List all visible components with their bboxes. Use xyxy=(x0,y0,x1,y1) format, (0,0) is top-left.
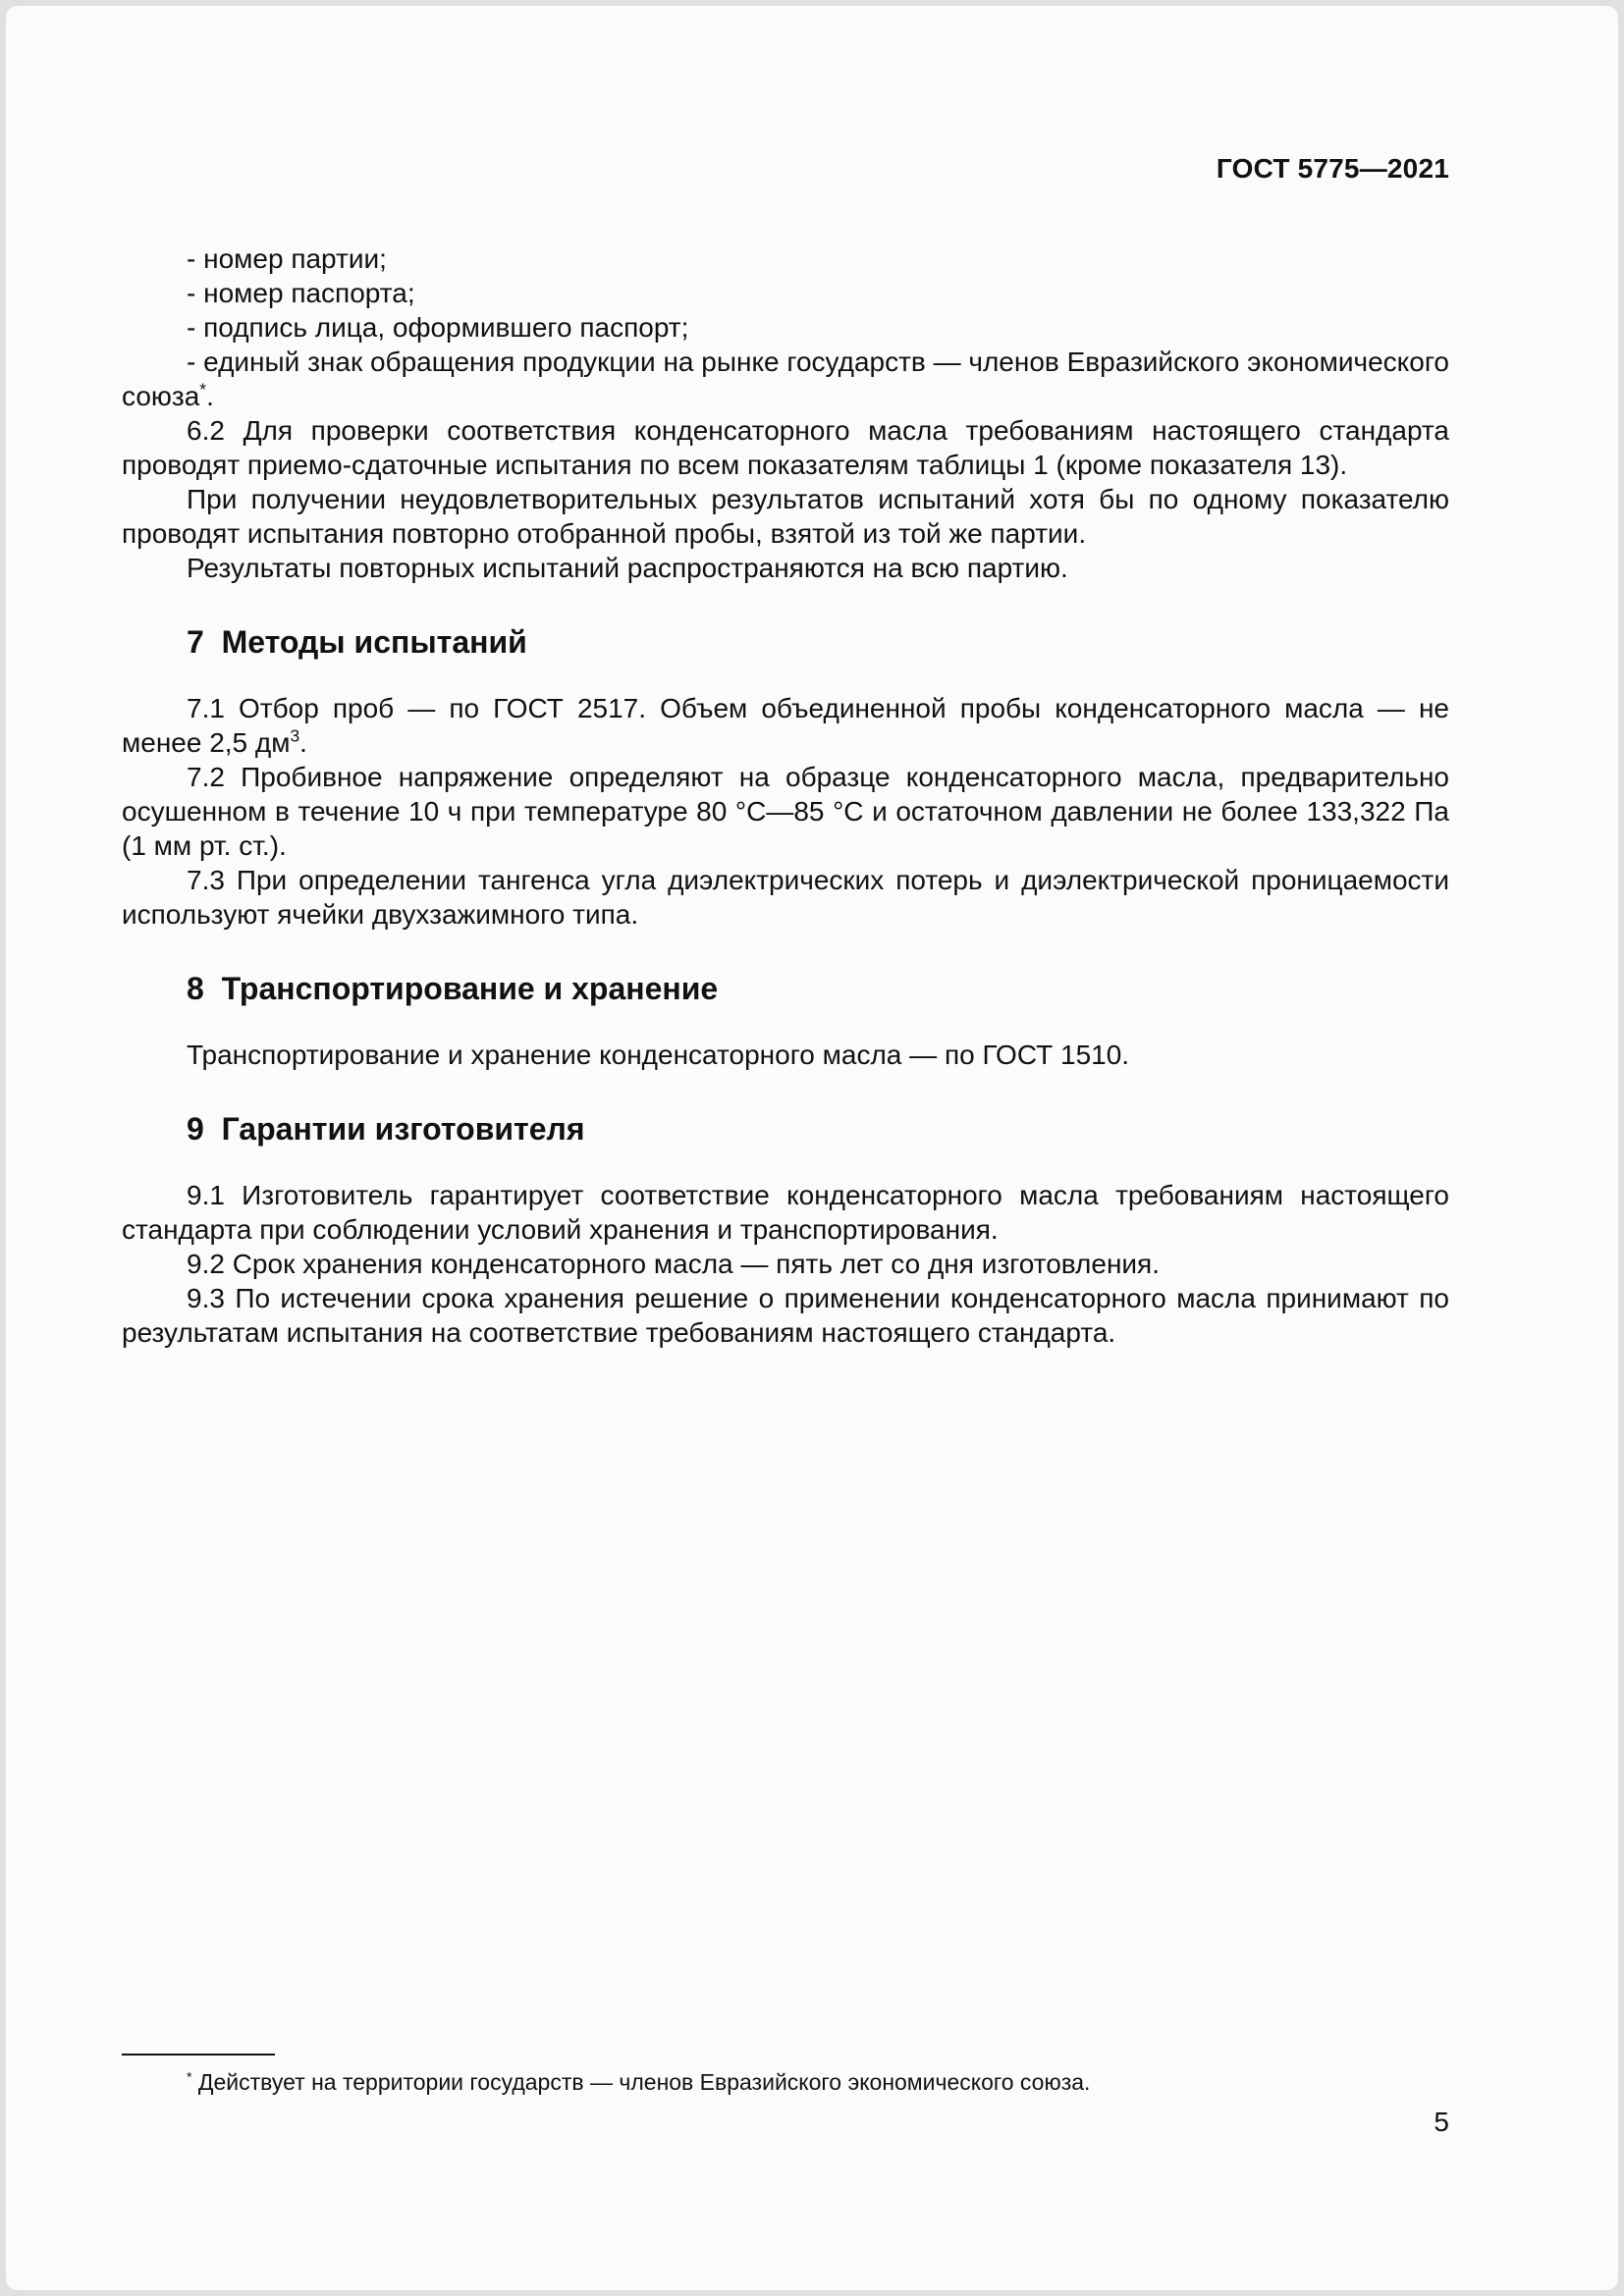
para-9-1: 9.1 Изготовитель гарантирует соответствие конденсаторного масла требованиям настоящего стандарта при соблюдении условий хранения и транспортирования. xyxy=(122,1180,1449,1245)
footnote-text-body: Действует на территории государств — членов Евразийского экономического союза. xyxy=(191,2069,1091,2095)
list-item-eaeu-mark-text: - единый знак обращения продукции на рынке государств — членов Евразийского экономического союза xyxy=(122,347,1449,411)
list-item-eaeu-mark-tail: . xyxy=(206,381,214,411)
para-9-2: 9.2 Срок хранения конденсаторного масла — пять лет со дня изготовления. xyxy=(187,1249,1160,1279)
para-8: Транспортирование и хранение конденсаторного масла — по ГОСТ 1510. xyxy=(187,1040,1130,1070)
list-item-batch-number: - номер партии; xyxy=(187,243,387,274)
para-7-2: 7.2 Пробивное напряжение определяют на образце конденсаторного масла, предварительно осушенном в течение 10 ч при температуре 80 °С—85 °С и остаточном давлении не более 133,322 Па (1 мм рт. ст.). xyxy=(122,762,1449,861)
para-6-2-retest: При получении неудовлетворительных результатов испытаний хотя бы по одному показателю проводят испытания повторно отобранной пробы, взятой из той же партии. xyxy=(122,484,1449,549)
para-7-1 xyxy=(122,691,1449,760)
superscript-cubed: 3 xyxy=(290,725,300,746)
para-7-1-text: 7.1 Отбор проб — по ГОСТ 2517. Объем объединенной пробы конденсаторного масла — не менее 2,5 дм xyxy=(122,693,1449,758)
footnote-text xyxy=(122,2067,1449,2097)
para-6-2: 6.2 Для проверки соответствия конденсаторного масла требованиям настоящего стандарта проводят приемо-сдаточные испытания по всем показателям таблицы 1 (кроме показателя 13). xyxy=(122,415,1449,480)
para-6-2-results: Результаты повторных испытаний распространяются на всю партию. xyxy=(187,553,1068,583)
list-item-passport-number: - номер паспорта; xyxy=(187,278,415,308)
list-item-eaeu-mark xyxy=(122,345,1449,413)
doc-number-header: ГОСТ 5775—2021 xyxy=(1216,153,1449,184)
footnote-asterisk: * xyxy=(187,2069,192,2086)
footnote-rule xyxy=(122,2054,275,2056)
document-content xyxy=(122,241,1449,1350)
section-heading-9: 9 Гарантии изготовителя xyxy=(187,1111,585,1147)
list-item-signature: - подпись лица, оформившего паспорт; xyxy=(187,312,689,343)
document-page xyxy=(6,6,1618,2290)
section-heading-8: 8 Транспортирование и хранение xyxy=(187,971,719,1006)
para-7-1-tail: . xyxy=(299,727,307,758)
page-number: 5 xyxy=(1434,2107,1449,2137)
footnote-marker: * xyxy=(199,379,207,400)
para-9-3: 9.3 По истечении срока хранения решение о применении конденсаторного масла принимают по результатам испытания на соответствие требованиям настоящего стандарта. xyxy=(122,1283,1449,1348)
para-7-3: 7.3 При определении тангенса угла диэлектрических потерь и диэлектрической проницаемости используют ячейки двухзажимного типа. xyxy=(122,865,1449,930)
footnote xyxy=(122,2054,1449,2097)
section-heading-7: 7 Методы испытаний xyxy=(187,624,527,660)
